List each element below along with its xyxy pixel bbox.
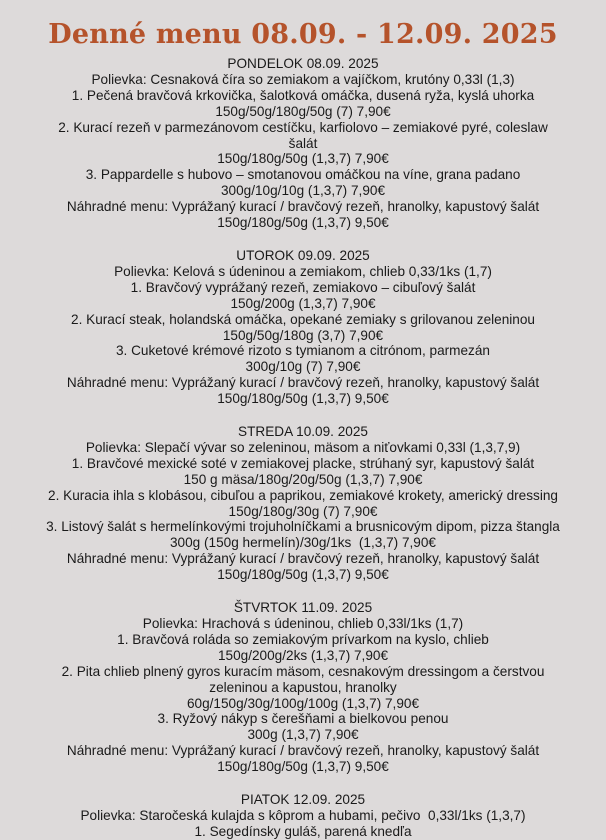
menu-line: 60g/150g/30g/100g/100g (1,3,7) 7,90€: [186, 695, 420, 711]
menu-line: 300g/10g/10g (1,3,7) 7,90€: [220, 183, 385, 199]
day-heading: UTOROK 09.09. 2025: [236, 247, 370, 263]
menu-line: Polievka: Staročeská kulajda s kôprom a hubami, pečivo 0,33l/1ks (1,3,7): [80, 807, 526, 823]
menu-line: 150 g mäsa/180g/20g/50g (1,3,7) 7,90€: [183, 471, 423, 487]
menu-line: 1. Bravčová roláda so zemiakovým prívarkom na kyslo, chlieb: [117, 631, 489, 647]
menu-line: Polievka: Cesnaková číra so zemiakom a vajíčkom, krutóny 0,33l (1,3): [91, 71, 515, 87]
menu-line: 150g/180g/50g (1,3,7) 9,50€: [217, 567, 389, 583]
day-heading: ŠTVRTOK 11.09. 2025: [233, 600, 373, 616]
days-container: [0, 56, 606, 840]
menu-line: Polievka: Kelová s údeninou a zemiakom, chlieb 0,33/1ks (1,7): [114, 263, 492, 279]
menu-line: 150g/180g/50g (1,3,7) 9,50€: [217, 391, 389, 407]
menu-line: 3. Ryžový nákyp s čerešňami a bielkovou penou: [157, 711, 449, 727]
day-section: [0, 600, 606, 775]
menu-line: 2. Pita chlieb plnený gyros kuracím mäsom, cesnakovým dressingom a čerstvou: [61, 663, 545, 679]
menu-line: 150g/180g/50g (1,3,7) 9,50€: [217, 215, 389, 231]
menu-line: 150g/50g/180g (3,7) 7,90€: [222, 327, 384, 343]
menu-line: 300g (1,3,7) 7,90€: [247, 727, 359, 743]
menu-line: Náhradné menu: Vyprážaný kurací / bravčový rezeň, hranolky, kapustový šalát: [66, 199, 540, 215]
menu-line: 1. Bravčové mexické soté v zemiakovej placke, strúhaný syr, kapustový šalát: [71, 455, 535, 471]
menu-line: 300g/10g (7) 7,90€: [245, 359, 361, 375]
menu-line: 150g/200g/2ks (1,3,7) 7,90€: [217, 647, 389, 663]
menu-line: Polievka: Slepačí vývar so zeleninou, mäsom a niťovkami 0,33l (1,3,7,9): [85, 439, 521, 455]
menu-line: 1. Segedínsky guláš, parená knedľa: [194, 823, 412, 839]
menu-line: 150g/50g/180g/50g (7) 7,90€: [215, 103, 391, 119]
menu-line: zeleninou a kapustou, hranolky: [209, 679, 397, 695]
day-heading: PIATOK 12.09. 2025: [240, 792, 366, 808]
menu-line: 2. Kuracia ihla s klobásou, cibuľou a paprikou, zemiakové krokety, americký dressing: [48, 487, 558, 503]
day-heading: STREDA 10.09. 2025: [238, 424, 368, 440]
day-section: [0, 792, 606, 840]
page-title: Denné menu 08.09. - 12.09. 2025: [48, 19, 558, 50]
menu-line: 150g/200g (1,3,7) 7,90€: [230, 295, 376, 311]
menu-line: Náhradné menu: Vyprážaný kurací / bravčový rezeň, hranolky, kapustový šalát: [66, 743, 540, 759]
menu-line: Náhradné menu: Vyprážaný kurací / bravčový rezeň, hranolky, kapustový šalát: [66, 551, 540, 567]
menu-line: 1. Bravčový vyprážaný rezeň, zemiakovo – cibuľový šalát: [130, 279, 476, 295]
day-section: [0, 248, 606, 407]
menu-line: Náhradné menu: Vyprážaný kurací / bravčový rezeň, hranolky, kapustový šalát: [66, 375, 540, 391]
menu-line: 1. Pečená bravčová krkovička, šalotková omáčka, dusená ryža, kyslá uhorka: [71, 87, 535, 103]
day-heading: PONDELOK 08.09. 2025: [227, 56, 379, 71]
menu-line: 2. Kurací steak, holandská omáčka, opekané zemiaky s grilovanou zeleninou: [71, 311, 535, 327]
menu-line: 300g (150g hermelín)/30g/1ks (1,3,7) 7,90€: [169, 535, 436, 551]
menu-line: 3. Pappardelle s hubovo – smotanovou omáčkou na víne, grana padano: [85, 167, 521, 183]
menu-line: 150g/180g/50g (1,3,7) 9,50€: [217, 759, 389, 775]
menu-line: 2. Kurací rezeň v parmezánovom cestíčku, karfiolovo – zemiakové pyré, coleslaw: [58, 119, 548, 135]
menu-line: 3. Listový šalát s hermelínkovými trojuholníčkami a brusnicovým dipom, pizza štangla: [46, 519, 560, 535]
menu-line: šalát: [288, 135, 318, 151]
menu-line: 150g/180g/50g (1,3,7) 7,90€: [217, 151, 389, 167]
day-section: [0, 56, 606, 231]
menu-line: Polievka: Hrachová s údeninou, chlieb 0,33l/1ks (1,7): [142, 616, 464, 631]
menu-line: 3. Cuketové krémové rizoto s tymianom a citrónom, parmezán: [116, 343, 490, 359]
day-section: [0, 424, 606, 583]
menu-line: 150g/180g/30g (7) 7,90€: [228, 503, 378, 519]
